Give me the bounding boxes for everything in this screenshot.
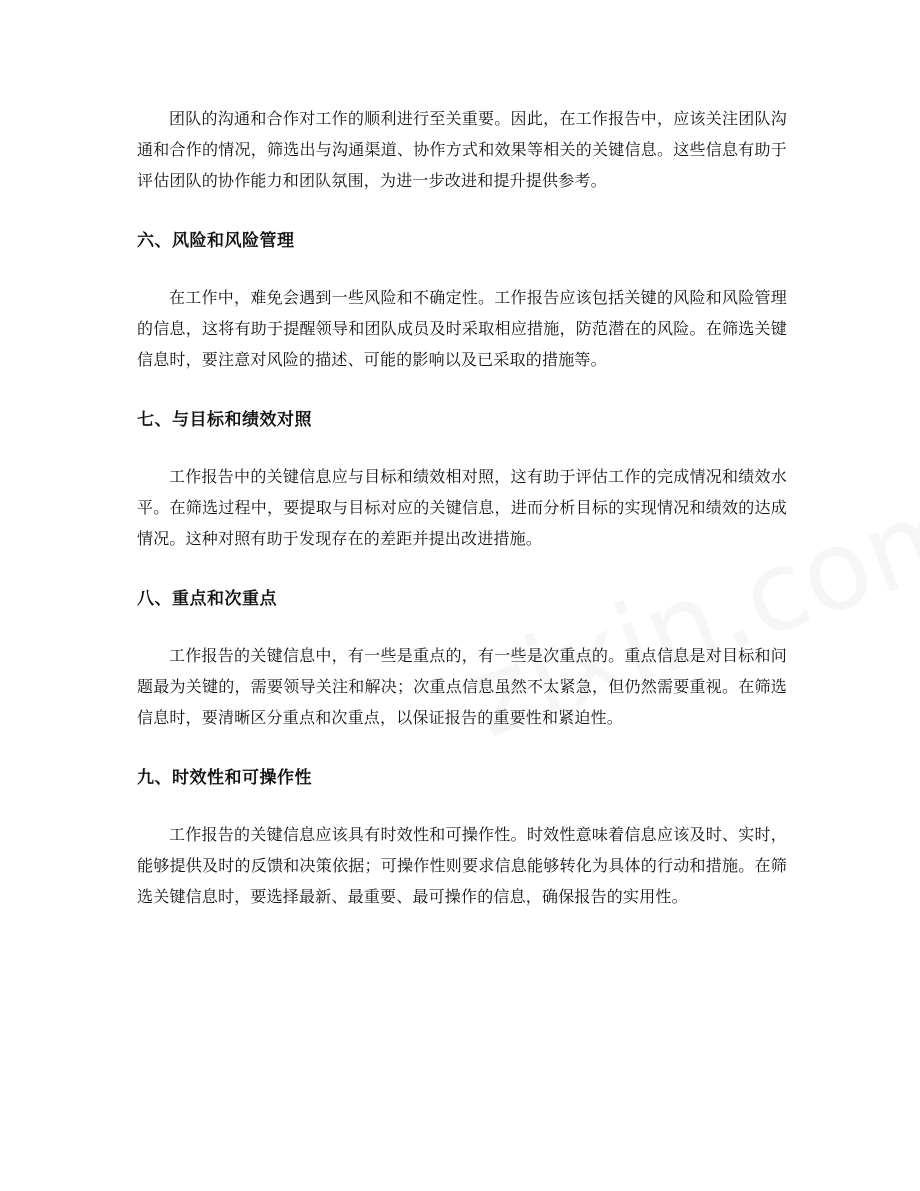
section-paragraph-6: 在工作中，难免会遇到一些风险和不确定性。工作报告应该包括关键的风险和风险管理的信息，这将有助于提醒领导和团队成员及时采取相应措施，防范潜在的风险。在筛选关键信息时，要注意对风险的描述、可能的影响以及已采取的措施等。	[137, 288, 787, 369]
intro-paragraph: 团队的沟通和合作对工作的顺利进行至关重要。因此，在工作报告中，应该关注团队沟通和合作的情况，筛选出与沟通渠道、协作方式和效果等相关的关键信息。这些信息有助于评估团队的协作能力和团队氛围，为进一步改进和提升提供参考。	[137, 109, 787, 190]
document-body	[137, 103, 787, 912]
section-paragraph-8: 工作报告的关键信息中，有一些是重点的，有一些是次重点的。重点信息是对目标和问题最为关键的，需要领导关注和解决；次重点信息虽然不太紧急，但仍然需要重视。在筛选信息时，要清晰区分重点和次重点，以保证报告的重要性和紧迫性。	[137, 646, 787, 727]
section-heading-9: 九、时效性和可操作性	[137, 768, 312, 788]
section-heading-7: 七、与目标和绩效对照	[137, 410, 312, 430]
section-heading-6: 六、风险和风险管理	[137, 231, 295, 251]
section-paragraph-9: 工作报告的关键信息应该具有时效性和可操作性。时效性意味着信息应该及时、实时，能够提供及时的反馈和决策依据；可操作性则要求信息能够转化为具体的行动和措施。在筛选关键信息时，要选择最新、最重要、最可操作的信息，确保报告的实用性。	[137, 825, 787, 906]
section-paragraph-7: 工作报告中的关键信息应与目标和绩效相对照，这有助于评估工作的完成情况和绩效水平。在筛选过程中，要提取与目标对应的关键信息，进而分析目标的实现情况和绩效的达成情况。这种对照有助于发现存在的差距并提出改进措施。	[137, 467, 787, 548]
section-heading-8: 八、重点和次重点	[137, 589, 277, 609]
